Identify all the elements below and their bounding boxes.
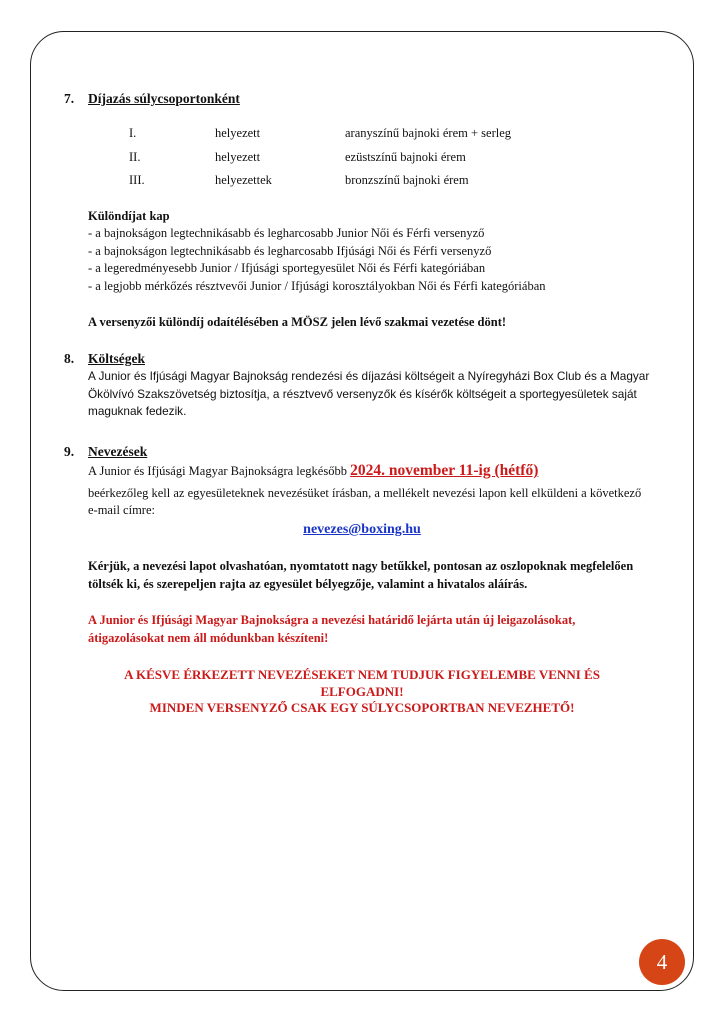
warning-line: MINDEN VERSENYZŐ CSAK EGY SÚLYCSOPORTBAN NEVEZHETŐ!: [149, 700, 575, 715]
late-transfer-note: A Junior és Ifjúsági Magyar Bajnokságra a nevezési határidő lejárta után új leigazolásokat, átigazolásokat nem áll módunkban készíteni!: [88, 613, 576, 645]
page-number-badge: 4: [639, 939, 685, 985]
warning-line: A KÉSVE ÉRKEZETT NEVEZÉSEKET NEM TUDJUK FIGYELEMBE VENNI ÉS: [124, 667, 600, 682]
prize-rank: III.: [129, 173, 145, 187]
section-9-number: 9.: [64, 444, 75, 459]
prize-description: aranyszínű bajnoki érem + serleg: [345, 126, 512, 140]
prize-rank: II.: [129, 150, 141, 164]
prize-rank: I.: [129, 126, 137, 140]
prize-description: bronzszínű bajnoki érem: [345, 173, 469, 187]
late-entry-warning: [0, 667, 724, 717]
entry-deadline: 2024. november 11-ig (hétfő): [350, 462, 539, 479]
email-line: [0, 520, 724, 538]
entry-form-request: Kérjük, a nevezési lapot olvashatóan, nyomtatott nagy betűkkel, pontosan az oszlopoknak megfelelően töltsék ki, és szerepeljen rajta az egyesület bélyegzője, valamint a hivatalos aláírás.: [88, 559, 634, 591]
prize-row-2: [0, 150, 724, 166]
prize-label: helyezettek: [215, 173, 272, 187]
prize-row-1: [0, 126, 724, 142]
section-9-title: Nevezések: [88, 444, 148, 459]
section-7-number: 7.: [64, 91, 75, 106]
special-prize-item: - a legjobb mérkőzés résztvevői Junior / Ifjúsági korosztályokban Női és Férfi kategóriában: [88, 278, 546, 293]
prize-label: helyezett: [215, 126, 261, 140]
prize-label: helyezett: [215, 150, 261, 164]
special-prize-list: [88, 225, 688, 295]
entry-intro-line: [88, 463, 538, 479]
section-8-number: 8.: [64, 351, 75, 366]
special-prize-title: Különdíjat kap: [88, 209, 170, 223]
special-prize-item: - a bajnokságon legtechnikásabb és legharcosabb Junior Női és Férfi versenyző: [88, 226, 485, 240]
special-prize-item: - a legeredményesebb Junior / Ifjúsági sportegyesület Női és Férfi kategóriában: [88, 261, 486, 275]
costs-paragraph: A Junior és Ifjúsági Magyar Bajnokság rendezési és díjazási költségeit a Nyíregyházi Box Club és a Magyar Ökölvívó Szakszövetség biztosítja, a résztvevő versenyzők és kísérők költségeit a sportegyesületek saját maguknak fedezik.: [88, 369, 650, 418]
section-7-title: Díjazás súlycsoportonként: [88, 91, 240, 106]
email-link[interactable]: nevezes@boxing.hu: [303, 522, 421, 537]
entry-intro-continued: beérkezőleg kell az egyesületeknek nevezésüket írásban, a mellékelt nevezési lapon kell elküldeni a következő e-mail címre:: [88, 486, 642, 517]
special-prize-decision: A versenyzői különdíj odaítélésében a MÖSZ jelen lévő szakmai vezetése dönt!: [88, 315, 507, 329]
entry-intro-text: A Junior és Ifjúsági Magyar Bajnokságra legkésőbb: [88, 464, 351, 478]
prize-row-3: [0, 173, 724, 189]
special-prize-item: - a bajnokságon legtechnikásabb és legharcosabb Ifjúsági Női és Férfi versenyző: [88, 243, 492, 258]
prize-description: ezüstszínű bajnoki érem: [345, 150, 466, 164]
warning-line: ELFOGADNI!: [320, 683, 404, 699]
section-8-title: Költségek: [88, 351, 145, 366]
